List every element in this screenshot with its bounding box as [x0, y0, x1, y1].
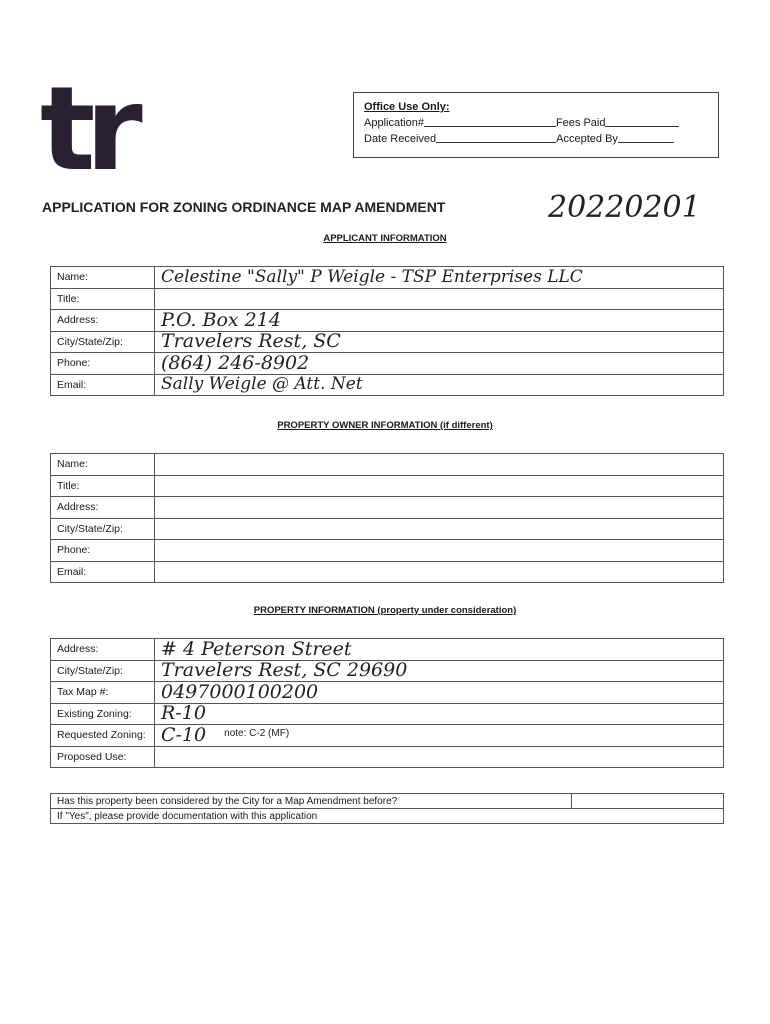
table-row — [51, 660, 724, 682]
requested-zoning-label: Requested Zoning: — [51, 725, 155, 747]
table-row — [51, 703, 724, 725]
form-title: APPLICATION FOR ZONING ORDINANCE MAP AMENDMENT — [42, 199, 446, 215]
table-row — [51, 267, 724, 289]
table-row — [51, 475, 724, 497]
office-use-box — [353, 92, 719, 158]
table-row — [51, 809, 724, 824]
table-row — [51, 310, 724, 332]
applicant-address-label: Address: — [51, 310, 155, 332]
table-row — [51, 497, 724, 519]
tax-map-field[interactable] — [155, 682, 724, 704]
property-address-field[interactable] — [155, 639, 724, 661]
fees-paid-label: Fees Paid — [555, 117, 606, 129]
owner-city-field[interactable] — [155, 518, 724, 540]
applicant-address-field[interactable] — [155, 310, 724, 332]
date-received-line[interactable] — [436, 131, 556, 143]
applicant-email-value: Sally Weigle @ Att. Net — [161, 374, 363, 395]
prior-amendment-table — [50, 793, 724, 824]
applicant-city-field[interactable] — [155, 331, 724, 353]
requested-zoning-field[interactable] — [155, 725, 724, 747]
date-received-label: Date Received — [364, 133, 437, 145]
owner-title-label: Title: — [51, 475, 155, 497]
owner-table — [50, 453, 724, 583]
table-row — [51, 331, 724, 353]
accepted-by-label: Accepted By — [556, 133, 618, 145]
existing-zoning-field[interactable] — [155, 703, 724, 725]
applicant-heading: APPLICANT INFORMATION — [323, 233, 447, 244]
prior-amendment-question: Has this property been considered by the City for a Map Amendment before? — [51, 794, 572, 809]
applicant-name-label: Name: — [51, 267, 155, 289]
applicant-title-label: Title: — [51, 288, 155, 310]
application-number-line[interactable] — [424, 115, 556, 127]
property-city-field[interactable] — [155, 660, 724, 682]
applicant-email-field[interactable] — [155, 374, 724, 396]
handwritten-date: 20220201 — [548, 190, 701, 225]
owner-city-label: City/State/Zip: — [51, 518, 155, 540]
accepted-by-line[interactable] — [618, 131, 674, 143]
owner-name-field[interactable] — [155, 454, 724, 476]
table-row — [51, 518, 724, 540]
owner-phone-field[interactable] — [155, 540, 724, 562]
table-row — [51, 682, 724, 704]
applicant-city-value: Travelers Rest, SC — [161, 330, 341, 353]
property-table — [50, 638, 724, 768]
property-city-label: City/State/Zip: — [51, 660, 155, 682]
office-use-title: Office Use Only: — [364, 101, 450, 113]
proposed-use-label: Proposed Use: — [51, 746, 155, 768]
applicant-name-value: Celestine "Sally" P Weigle - TSP Enterprises LLC — [161, 266, 583, 287]
applicant-phone-field[interactable] — [155, 353, 724, 375]
table-row — [51, 454, 724, 476]
owner-address-label: Address: — [51, 497, 155, 519]
logo: tr — [40, 62, 133, 197]
owner-title-field[interactable] — [155, 475, 724, 497]
table-row — [51, 288, 724, 310]
table-row — [51, 561, 724, 583]
property-heading: PROPERTY INFORMATION (property under consideration) — [253, 605, 517, 616]
fees-paid-line[interactable] — [605, 115, 679, 127]
property-city-value: Travelers Rest, SC 29690 — [161, 659, 408, 682]
applicant-phone-value: (864) 246-8902 — [161, 351, 310, 374]
property-address-label: Address: — [51, 639, 155, 661]
table-row — [51, 794, 724, 809]
table-row — [51, 353, 724, 375]
owner-name-label: Name: — [51, 454, 155, 476]
table-row — [51, 746, 724, 768]
existing-zoning-label: Existing Zoning: — [51, 703, 155, 725]
applicant-email-label: Email: — [51, 374, 155, 396]
owner-email-label: Email: — [51, 561, 155, 583]
applicant-name-field[interactable] — [155, 267, 724, 289]
applicant-city-label: City/State/Zip: — [51, 331, 155, 353]
existing-zoning-value: R-10 — [161, 702, 206, 725]
prior-amendment-answer-field[interactable] — [572, 794, 724, 809]
property-address-value: # 4 Peterson Street — [161, 637, 352, 660]
owner-email-field[interactable] — [155, 561, 724, 583]
requested-zoning-value: C-10 — [161, 723, 207, 746]
tax-map-value: 0497000100200 — [161, 680, 319, 703]
owner-heading: PROPERTY OWNER INFORMATION (if different) — [277, 420, 493, 431]
applicant-title-field[interactable] — [155, 288, 724, 310]
tax-map-label: Tax Map #: — [51, 682, 155, 704]
applicant-address-value: P.O. Box 214 — [161, 308, 281, 331]
table-row — [51, 639, 724, 661]
table-row — [51, 540, 724, 562]
owner-phone-label: Phone: — [51, 540, 155, 562]
zoning-note: note: C-2 (MF) — [224, 727, 290, 739]
applicant-table — [50, 266, 724, 396]
documentation-instruction: If "Yes", please provide documentation with this application — [51, 809, 724, 824]
application-number-label: Application# — [364, 117, 424, 129]
table-row — [51, 725, 724, 747]
proposed-use-field[interactable] — [155, 746, 724, 768]
applicant-phone-label: Phone: — [51, 353, 155, 375]
owner-address-field[interactable] — [155, 497, 724, 519]
table-row — [51, 374, 724, 396]
